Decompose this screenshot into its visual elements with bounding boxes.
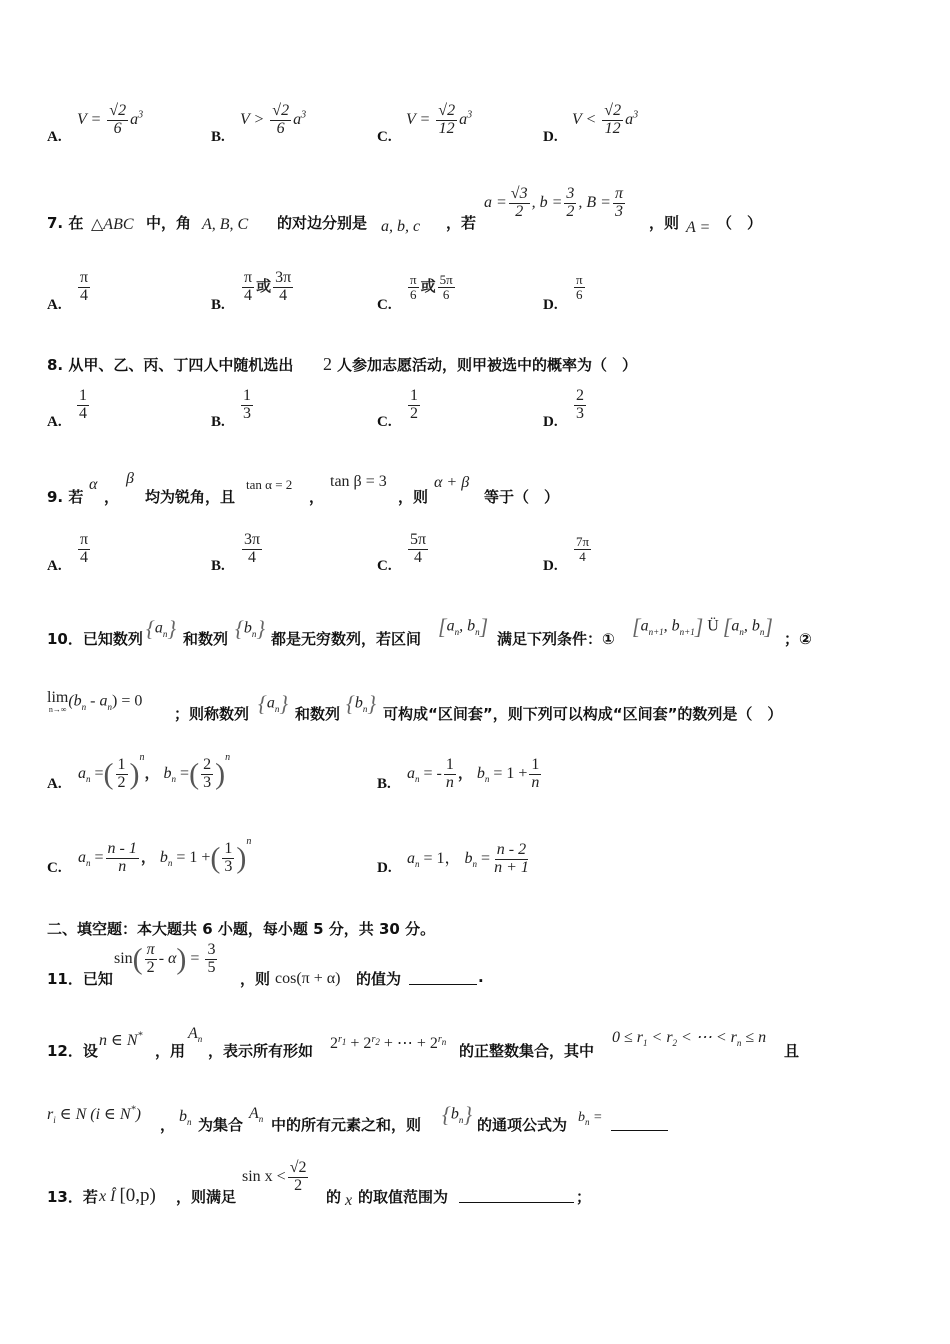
q12-b-n: $b_n$ <box>179 1108 192 1128</box>
option-label: B. <box>211 129 225 145</box>
q13-end: ； <box>576 1188 592 1206</box>
q12-line2-b: 为集合 <box>198 1116 244 1134</box>
q9-alpha: α <box>89 476 98 493</box>
q9-option-c: $\frac{5\pi}{4}$ <box>410 531 427 566</box>
option-label: A. <box>47 129 62 145</box>
q7-ask: A = <box>686 219 711 236</box>
option-label: A. <box>47 558 62 574</box>
option-label: D. <box>543 297 558 313</box>
q7-stem-mid3: ，若 <box>446 214 477 232</box>
q8-stem-b: 人参加志愿活动，则甲被选中的概率为（ ） <box>337 356 638 374</box>
q8-option-b: $\frac{1}{3}$ <box>243 387 251 422</box>
q12-line2-c: 中的所有元素之和，则 <box>271 1116 422 1134</box>
q9-beta: β <box>126 470 134 487</box>
q13-answer-blank[interactable] <box>459 1186 574 1203</box>
q9-option-b: $\frac{3\pi}{4}$ <box>244 531 261 566</box>
q9-option-d: $\frac{7\pi}{4}$ <box>576 534 590 564</box>
q8-num: 2 <box>323 354 332 374</box>
q7-stem-end: ，则 <box>649 214 680 232</box>
q7-paren: （ ） <box>717 214 763 232</box>
q9-stem-b: 均为锐角，且 <box>145 488 236 506</box>
q10-seq-b: $\{b_n\}$ <box>235 616 266 641</box>
q12-A-n-2: $A_n$ <box>249 1105 264 1125</box>
option-label: D. <box>543 129 558 145</box>
q8-option-c: $\frac{1}{2}$ <box>410 387 418 422</box>
q12-A-n: $A_n$ <box>188 1025 203 1045</box>
q12-stem-c: ，表示所有形如 <box>208 1042 314 1060</box>
q12-seq-b: $\{b_n\}$ <box>442 1102 473 1127</box>
q9-tan-a: tan α = 2 <box>246 477 293 492</box>
q9-tan-b: tan β = 3 <box>330 473 387 490</box>
option-label: A. <box>47 414 62 430</box>
option-label: B. <box>377 776 391 792</box>
q11-cos: cos(π + α) <box>275 970 341 987</box>
section-2-title: 二、填空题：本大题共 6 小题，每小题 5 分，共 30 分。 <box>47 920 436 938</box>
q12-line2-d: 的通项公式为 <box>477 1116 568 1134</box>
q10-option-c: $a_n$ = $\frac{n - 1}{n}$ ， $b_n = 1$ +( $\frac{1}{3}$ )$^n$ <box>78 836 252 875</box>
option-label: C. <box>377 414 392 430</box>
q8-option-a: $\frac{1}{4}$ <box>79 387 87 422</box>
q9-sum: α + β <box>434 474 470 491</box>
q10-option-d: $a_n = 1$， $b_n$ = $\frac{n - 2}{n + 1}$ <box>407 841 529 876</box>
q10-seq-a-2: $\{a_n\}$ <box>258 691 289 716</box>
q12-answer-blank[interactable] <box>611 1114 668 1131</box>
option-label: B. <box>211 414 225 430</box>
option-b-expr: V > $\frac{√2}{6}$ $a^3$ <box>240 102 307 137</box>
q7-option-c: $\frac{\pi}{6}$ 或 $\frac{5\pi}{6}$ <box>410 272 453 302</box>
option-c-expr: V = $\frac{√2}{12}$ $a^3$ <box>406 102 473 137</box>
option-label: C. <box>377 558 392 574</box>
q10-line1-e: ；② <box>784 630 812 648</box>
q7-option-a: $\frac{\pi}{4}$ <box>80 269 89 304</box>
option-label: D. <box>377 860 392 876</box>
option-a-expr: V = $\frac{√2}{6}$ $a^3$ <box>77 102 144 137</box>
q9-comma2: ， <box>309 488 325 506</box>
option-label: C. <box>47 860 62 876</box>
q12-r-in: $r_i$ ∈ N (i ∈ N*) <box>47 1104 141 1126</box>
q7-option-d: $\frac{\pi}{6}$ <box>576 272 583 302</box>
q7-condition: a = $\frac{√3}{2}$ , b = $\frac{3}{2}$ , B = $\frac{\pi}{3}$ <box>484 185 623 220</box>
q7-sides: a, b, c <box>381 218 421 235</box>
q10-interval: [$a_n$, $b_n$] <box>438 614 489 639</box>
q9-stem-a: 9. 若 <box>47 488 84 506</box>
q13-stem-d: 的取值范围为 <box>358 1188 449 1206</box>
q12-n-in: n ∈ N* <box>99 1030 143 1049</box>
q10-line1-b: 和数列 <box>183 630 229 648</box>
q13-stem-b: ，则满足 <box>176 1188 237 1206</box>
option-d-expr: V < $\frac{√2}{12}$ $a^3$ <box>572 102 639 137</box>
q7-angles: A, B, C <box>202 216 249 233</box>
q9-comma: ， <box>104 488 120 506</box>
option-label: C. <box>377 129 392 145</box>
q10-line1-c: 都是无穷数列，若区间 <box>271 630 422 648</box>
q13-stem-a: 13．若 <box>47 1188 98 1206</box>
option-label: D. <box>543 414 558 430</box>
q7-option-b: $\frac{\pi}{4}$ 或 $\frac{3\pi}{4}$ <box>244 269 292 304</box>
q7-stem-prefix: 7. 在 <box>47 214 84 232</box>
option-label: D. <box>543 558 558 574</box>
q11-condition: sin( $\frac{\pi}{2}$ - α) = $\frac{3}{5}$ <box>114 941 216 976</box>
q10-line2-a: ；则称数列 <box>174 705 250 723</box>
q13-sin-ineq: sin x < $\frac{√2}{2}$ <box>242 1159 307 1194</box>
q12-stem-a: 12．设 <box>47 1042 98 1060</box>
q12-line2-a: ， <box>160 1116 176 1134</box>
q12-inequality: $0 \le r_1 < r_2$ < ⋯ < $r_n \le n$ <box>612 1029 767 1049</box>
option-label: A. <box>47 776 62 792</box>
q10-line1-a: 10．已知数列 <box>47 630 143 648</box>
q12-stem-b: ，用 <box>155 1042 186 1060</box>
q10-condition-1: [$a_{n+1}$, $b_{n+1}$] Ü [$a_n$, $b_n$] <box>632 614 773 639</box>
option-label: B. <box>211 558 225 574</box>
q10-limit: lim n→∞ $(b_n - a_n) = 0$ <box>47 689 143 714</box>
q12-expression: $2^{r_1} + 2^{r_2}$ + ⋯ + $2^{r_n}$ <box>330 1033 447 1052</box>
q12-b-eq: $b_n$ = <box>578 1110 603 1127</box>
q8-option-d: $\frac{2}{3}$ <box>576 387 584 422</box>
q11-end: . <box>478 968 484 986</box>
q11-stem-c: 的值为 <box>356 970 402 988</box>
q10-line2-b: 和数列 <box>295 705 341 723</box>
q13-x: x <box>345 1192 353 1209</box>
q7-stem-mid1: 中，角 <box>146 214 192 232</box>
q11-answer-blank[interactable] <box>409 968 477 985</box>
q9-option-a: $\frac{\pi}{4}$ <box>80 531 89 566</box>
q7-triangle: △ABC <box>91 216 134 233</box>
q9-stem-d: 等于（ ） <box>484 488 560 506</box>
q10-seq-a: $\{a_n\}$ <box>146 616 177 641</box>
q12-stem-e: 且 <box>784 1042 800 1060</box>
q11-stem-a: 11．已知 <box>47 970 113 988</box>
q10-seq-b-2: $\{b_n\}$ <box>346 691 377 716</box>
q7-stem-mid2: 的对边分别是 <box>277 214 368 232</box>
q12-stem-d: 的正整数集合，其中 <box>459 1042 595 1060</box>
q13-stem-c: 的 <box>326 1188 342 1206</box>
option-label: A. <box>47 297 62 313</box>
option-label: C. <box>377 297 392 313</box>
q11-stem-b: ，则 <box>240 970 271 988</box>
q13-x-in: x Î [0,p) <box>99 1185 156 1206</box>
q8-stem-a: 8. 从甲、乙、丙、丁四人中随机选出 <box>47 356 294 374</box>
q10-option-a: $a_n$ =( $\frac{1}{2}$ )$^n$， $b_n$ =( $\frac{2}{3}$ )$^n$ <box>78 752 231 791</box>
option-label: B. <box>211 297 225 313</box>
q10-line2-c: 可构成“区间套”，则下列可以构成“区间套”的数列是（ ） <box>383 705 783 723</box>
q9-stem-c: ，则 <box>398 488 429 506</box>
q10-line1-d: 满足下列条件：① <box>497 630 615 648</box>
q10-option-b: $a_n$ = - $\frac{1}{n}$ ， $b_n = 1$ + $\frac{1}{n}$ <box>407 756 540 791</box>
